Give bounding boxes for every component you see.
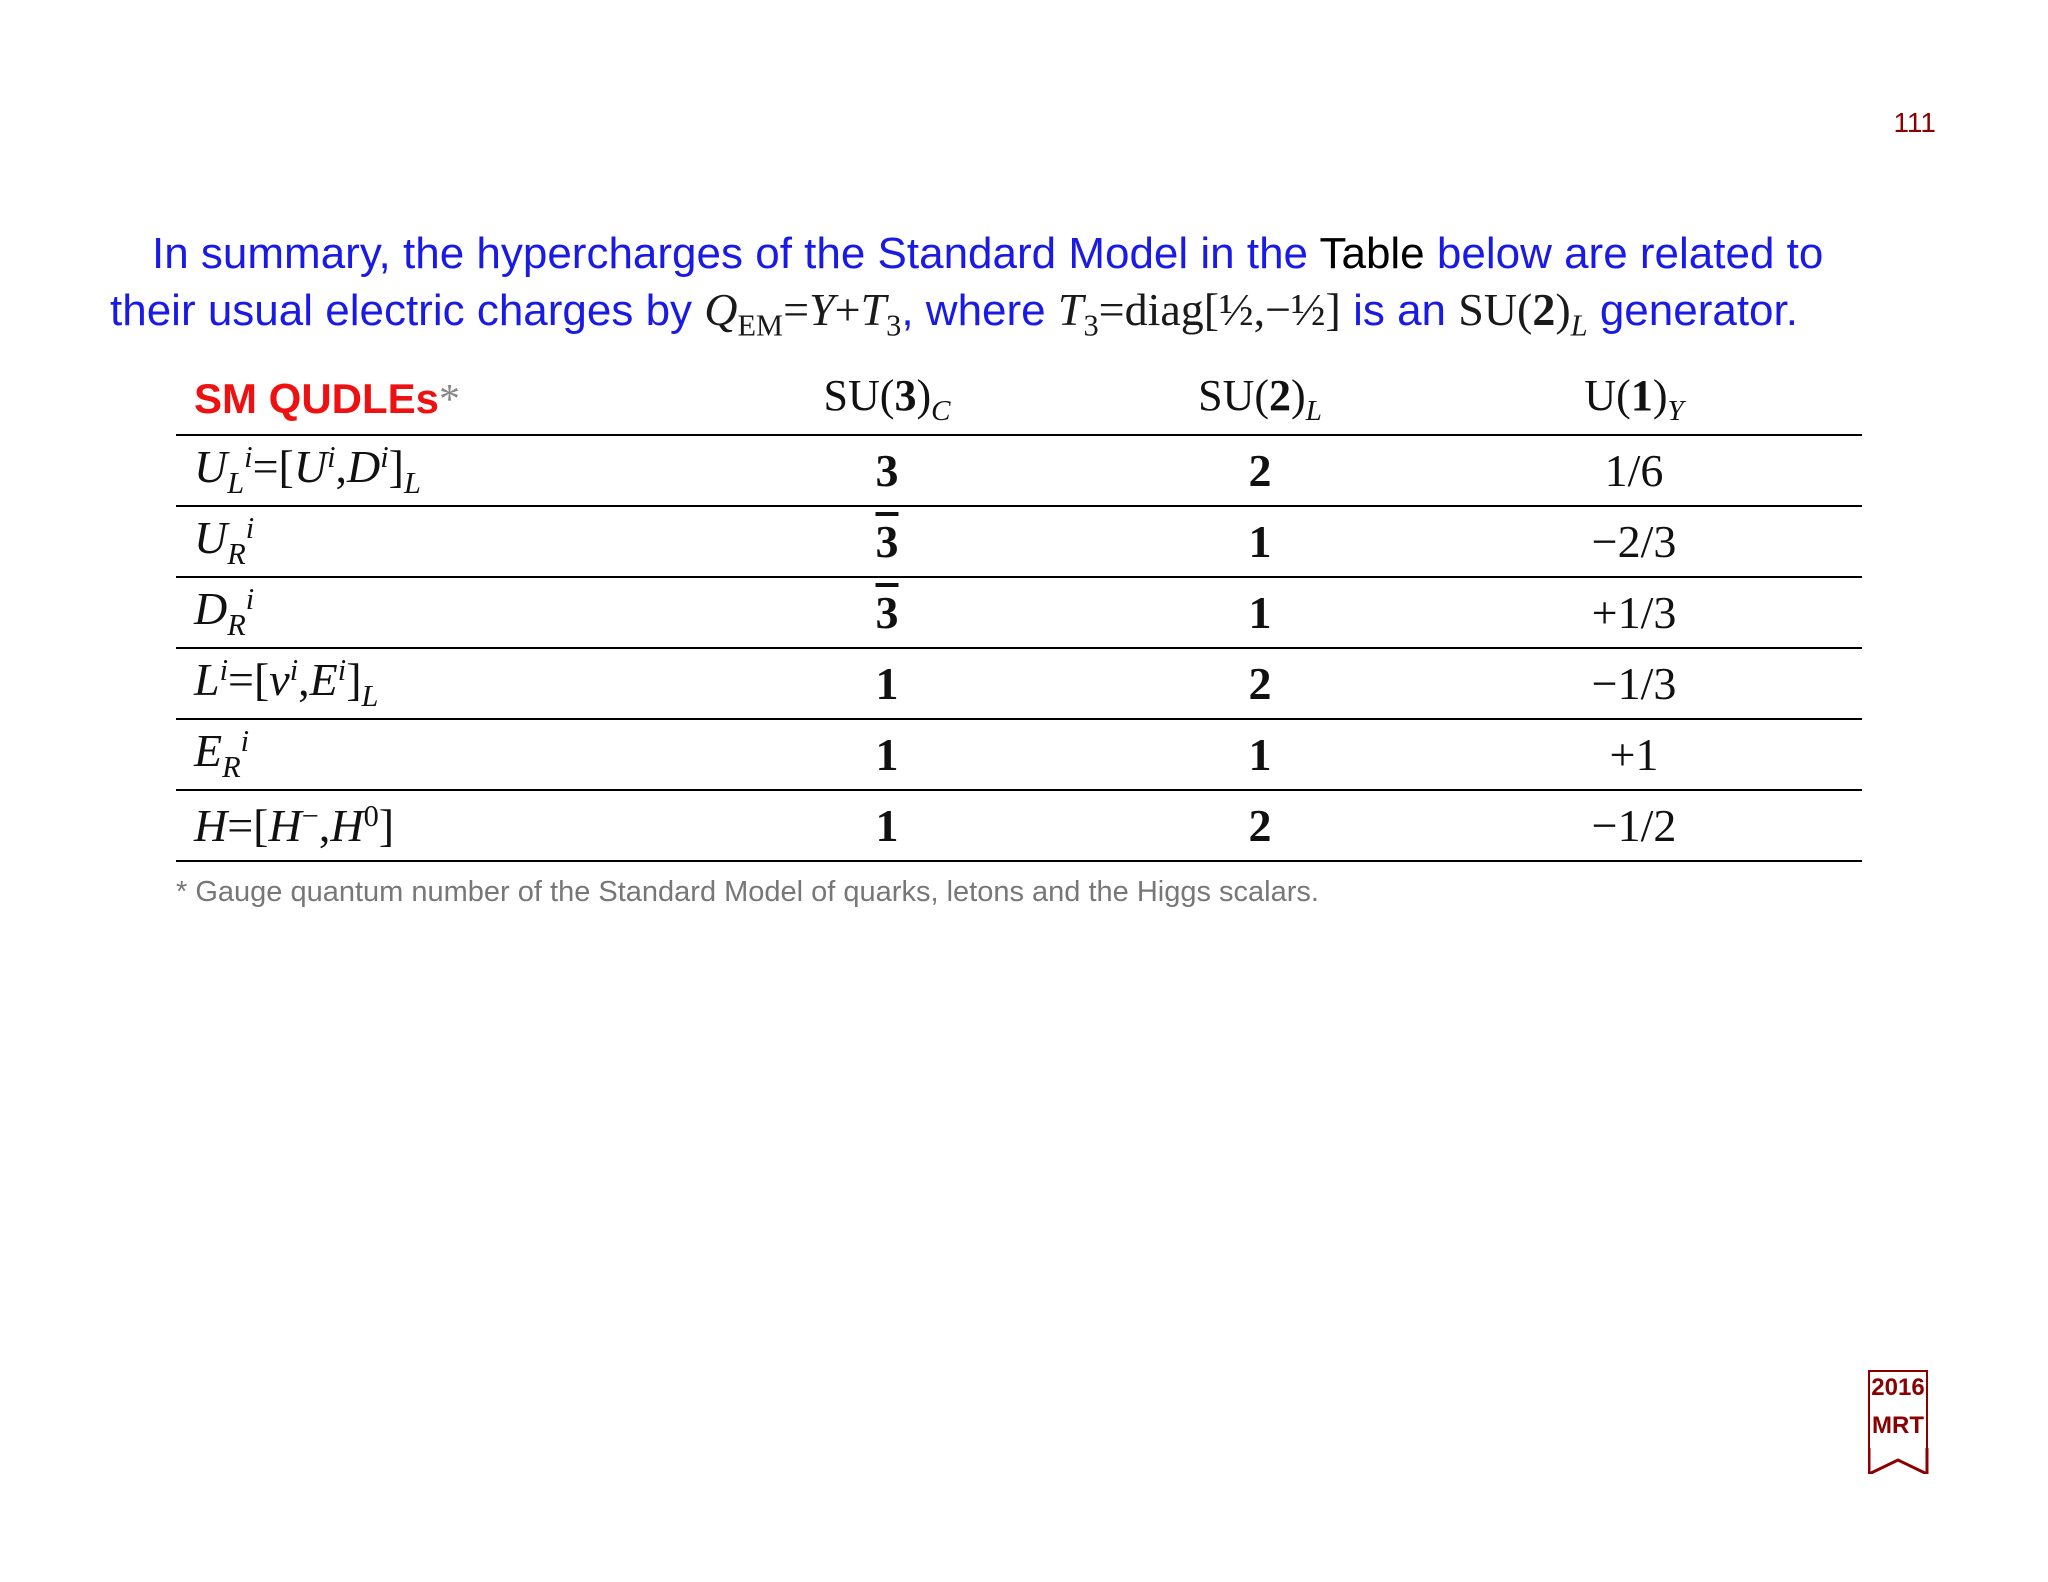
row-spacer <box>1834 719 1862 790</box>
su-number: 2 <box>1532 284 1556 335</box>
field-bracket: ] <box>378 800 395 852</box>
table-row <box>176 719 1862 790</box>
field-superscript: 0 <box>363 798 379 833</box>
t3-formula <box>1057 284 1341 343</box>
su2-value: 2 <box>1086 648 1434 719</box>
badge-ribbon-icon <box>1868 1370 1932 1474</box>
header-sm-qudles <box>176 364 688 435</box>
summary-text: , where <box>901 286 1058 335</box>
summary-text: below are related to <box>1424 229 1824 278</box>
su2-value: 1 <box>1086 577 1434 648</box>
su3-value: 1 <box>688 719 1086 790</box>
field-superscript: i <box>327 440 336 475</box>
row-spacer <box>1834 435 1862 506</box>
field-superscript: − <box>301 798 319 833</box>
header-subscript: L <box>1305 395 1322 428</box>
field-symbol: U <box>194 512 228 564</box>
header-number: 3 <box>894 370 917 420</box>
field-symbol: D <box>347 441 381 493</box>
su3-value <box>688 577 1086 648</box>
plus-sign: + <box>834 284 861 335</box>
field-subscript: L <box>227 465 245 500</box>
badge-initials: MRT <box>1872 1412 1924 1439</box>
field-superscript: i <box>289 653 299 688</box>
su2-value: 1 <box>1086 506 1434 577</box>
u1-value: −1/2 <box>1434 790 1834 861</box>
table-row <box>176 577 1862 648</box>
u1-value: −1/3 <box>1434 648 1834 719</box>
header-label: SM QUDLEs <box>194 374 440 422</box>
field-comma: , <box>335 441 347 493</box>
field-superscript: i <box>245 582 255 617</box>
row-spacer <box>1834 790 1862 861</box>
field-symbol: U <box>293 441 328 493</box>
field-bracket: =[ <box>227 800 269 852</box>
su3-value: 3 <box>688 435 1086 506</box>
field-symbol: ν <box>269 654 290 706</box>
field-comma: , <box>298 654 310 706</box>
field-bracket: ] <box>346 654 362 706</box>
q-subscript: EM <box>737 308 784 343</box>
header-subscript: Y <box>1667 395 1684 428</box>
su3-value <box>688 506 1086 577</box>
header-number: 2 <box>1269 370 1292 420</box>
header-subscript: C <box>931 395 951 428</box>
u1-value: −2/3 <box>1434 506 1834 577</box>
summary-text: their usual electric charges by <box>110 286 705 335</box>
y-symbol: Y <box>809 284 835 335</box>
mrt-badge <box>1868 1370 1932 1474</box>
su2-value: 2 <box>1086 790 1434 861</box>
t-subscript: 3 <box>886 308 902 343</box>
page-number: 111 <box>1893 107 1936 138</box>
table-word: Table <box>1319 229 1425 278</box>
u1-value: +1 <box>1434 719 1834 790</box>
field-symbol: H <box>330 800 364 852</box>
field-superscript: i <box>245 511 255 546</box>
header-u1 <box>1434 364 1834 435</box>
field-superscript: i <box>240 724 250 759</box>
field-comma: , <box>318 800 331 852</box>
gauge-quantum-table <box>176 364 1862 862</box>
field-subscript: R <box>222 749 241 784</box>
equals-sign: = <box>783 284 810 335</box>
field-symbol: H <box>268 800 302 852</box>
badge-year: 2016 <box>1871 1374 1925 1401</box>
field-superscript: i <box>219 653 229 688</box>
field-bracket: =[ <box>252 441 294 493</box>
header-su2 <box>1086 364 1434 435</box>
su2-group <box>1458 284 1588 343</box>
q-symbol: Q <box>704 284 738 335</box>
field-higgs-doublet <box>176 790 688 861</box>
anti-triplet: 3 <box>875 516 899 567</box>
field-symbol: E <box>309 654 338 706</box>
header-spacer <box>1834 364 1862 435</box>
su-subscript: L <box>1570 308 1588 343</box>
header-part: ) <box>1291 370 1306 420</box>
table-header-row <box>176 364 1862 435</box>
charge-formula <box>704 284 902 343</box>
su-close: ) <box>1555 284 1571 335</box>
field-superscript: i <box>337 653 347 688</box>
field-down-right <box>176 577 688 648</box>
field-up-right <box>176 506 688 577</box>
summary-paragraph <box>110 226 1960 354</box>
field-quark-doublet <box>176 435 688 506</box>
t3-symbol: T <box>1057 284 1084 335</box>
row-spacer <box>1834 577 1862 648</box>
table-footnote: * Gauge quantum number of the Standard Model of quarks, letons and the Higgs scalars. <box>176 876 1319 908</box>
summary-text: generator. <box>1587 286 1798 335</box>
header-part: ) <box>1652 370 1668 420</box>
header-su3 <box>688 364 1086 435</box>
su2-value: 1 <box>1086 719 1434 790</box>
field-subscript: R <box>227 607 246 642</box>
field-subscript: R <box>227 536 246 571</box>
summary-line-2 <box>110 282 1960 354</box>
table-row <box>176 506 1862 577</box>
field-symbol: H <box>194 800 228 852</box>
su3-value: 1 <box>688 648 1086 719</box>
u1-value: +1/3 <box>1434 577 1834 648</box>
field-subscript: L <box>361 678 379 713</box>
header-part: ) <box>916 370 932 420</box>
header-part: SU( <box>1198 370 1270 420</box>
u1-value: 1/6 <box>1434 435 1834 506</box>
row-spacer <box>1834 648 1862 719</box>
field-symbol: U <box>194 441 228 493</box>
summary-line-1 <box>110 226 1960 282</box>
field-symbol: L <box>194 654 220 706</box>
table-row <box>176 648 1862 719</box>
t-symbol: T <box>860 284 887 335</box>
row-spacer <box>1834 506 1862 577</box>
field-superscript: i <box>380 440 389 475</box>
summary-text: is an <box>1340 286 1459 335</box>
field-superscript: i <box>244 440 253 475</box>
su3-value: 1 <box>688 790 1086 861</box>
field-symbol: E <box>194 725 223 777</box>
su2-value: 2 <box>1086 435 1434 506</box>
table-row <box>176 435 1862 506</box>
field-bracket: ] <box>388 441 404 493</box>
table-row <box>176 790 1862 861</box>
field-subscript: L <box>404 465 421 500</box>
header-part: SU( <box>823 370 895 420</box>
anti-triplet: 3 <box>875 587 899 638</box>
field-electron-right <box>176 719 688 790</box>
diag-expression: =diag[½,−½] <box>1098 284 1341 335</box>
field-symbol: D <box>194 583 228 635</box>
footnote-marker: * <box>439 376 461 423</box>
t3-subscript: 3 <box>1083 308 1099 343</box>
summary-text: In summary, the hypercharges of the Standard Model in the <box>152 229 1320 278</box>
field-bracket: =[ <box>228 654 270 706</box>
header-number: 1 <box>1630 370 1653 420</box>
field-lepton-doublet <box>176 648 688 719</box>
header-part: U( <box>1584 370 1631 420</box>
su-prefix: SU( <box>1458 284 1533 335</box>
